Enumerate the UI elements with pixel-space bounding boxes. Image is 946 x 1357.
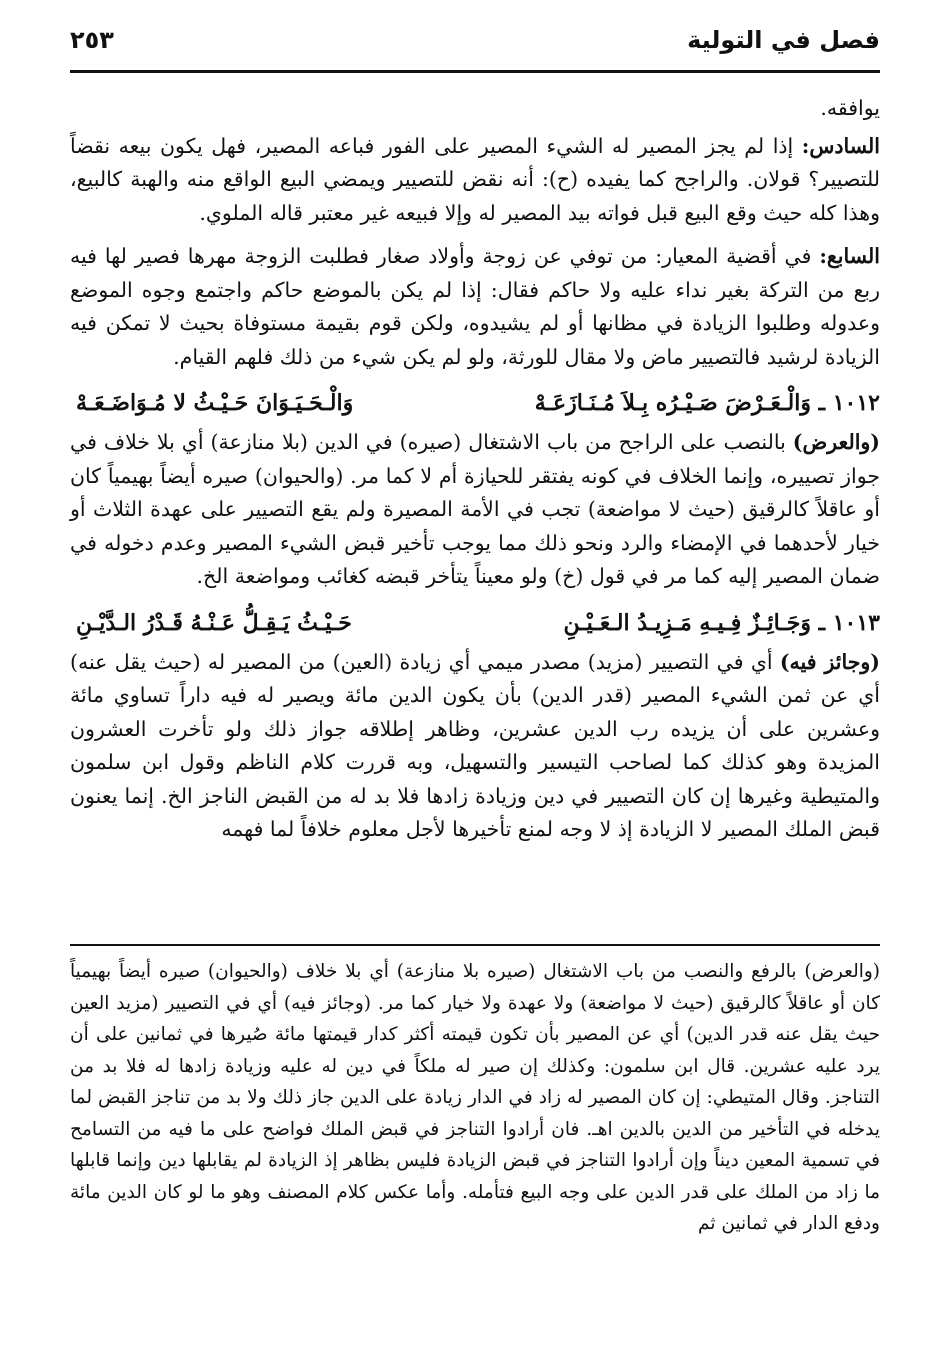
paragraph-lead: السابع: (819, 244, 880, 268)
paragraph-continuation: يوافقه. (820, 96, 880, 120)
paragraph-lead: (وجائز فيه) (779, 649, 880, 674)
verse-1012 (70, 384, 880, 422)
footnote-rule (70, 944, 880, 946)
paragraph-text: في أقضية المعيار: من توفي عن زوجة وأولاد صغار فطلبت الزوجة مهرها فصير لها فيه ربع من التركة بغير نداء عليه ولا حاكم فقال: إذا لم يكن بالموضع حاكم واجتمع وجوه الموضع وعدوله وطلبوا الزيادة في مظانها أو لم يشيدوه، ولكن قوم بقيمة مستوفاة بحيث لا تمكن فيه الزيادة لرشيد فالتصيير ماض ولا مقال للورثة، ولو لم يكن شيء من ذلك فلهم القيام. (70, 244, 880, 369)
paragraph-text: بالنصب على الراجح من باب الاشتغال (صيره) في الدين (بلا منازعة) أي بلا خلاف في جواز تصييره، وإنما الخلاف في كونه يفتقر للحيازة أم لا كما مر. (والحيوان) صيره أيضاً بهيمياً كان أو عاقلاً كالرقيق (حيث لا مواضعة) تجب في الأمة المصيرة ولم يقع التصيير على عهدة الثلاث أو خيار لأحدهما في الإمضاء والرد ونحو ذلك مما يوجب تأخير قبض الشيء المصير وعدم دخوله في ضمان المصير إليه كما مر في قول (خ) ولو معيناً يتأخر قبضه كغائب ومواضعة الخ. (70, 430, 880, 588)
main-text (70, 92, 880, 857)
paragraph-text: أي في التصيير (مزيد) مصدر ميمي أي زيادة (العين) من المصير له (حيث يقل عنه) أي عن ثمن الشيء المصير (قدر الدين) بأن يكون الدين مائة ويصير له فيه داراً تساوي مائة وعشرين على أن يزيده رب الدين عشرين، وظاهر إطلاقه جواز ذلك ولو تأخرت العشرون المزيدة وهو كذلك كما لصاحب التيسير والتسهيل، وبه قررت كلام الناظم وقول ابن سلمون والمتيطية وغيرها إن كان التصيير في دين وزيادة زادها فلا بد له من القبض الناجز الخ. إنما يعنون قبض الملك المصير لا الزيادة إذ لا وجه لمنع تأخيرها لأجل معلوم خلافاً لما فهمه (70, 649, 880, 841)
page-header (70, 26, 880, 66)
header-rule (70, 70, 880, 73)
verse-hemistich-first: ١٠١٣ ـ وَجَـائِـزٌ فِـيـهِ مَـزِيـدُ الـعَـيْـنِ (563, 609, 880, 636)
page-number: ٢٥٣ (70, 26, 114, 54)
footnote-text: (والعرض) بالرفع والنصب من باب الاشتغال (صيره بلا منازعة) أي بلا خلاف (والحيوان) صيره أيضاً بهيمياً كان أو عاقلاً كالرقيق (حيث لا مواضعة) ولا عهدة ولا خيار كما مر. (وجائز فيه) أي في التصيير (مزيد العين حيث يقل عنه قدر الدين) أي عن المصير بأن تكون قيمته أكثر كدار قيمتها مائة صُيرها في ثمانين على أن يرد عليه عشرين. قال ابن سلمون: وكذلك إن صير له ملكاً في دين له عليه وزيادة زادها له فلا بد من التناجز. وقال المتيطي: إن كان المصير له زاد في الدار زيادة على الدين جاز ذلك ولا بد من تناجز القبض لما يدخله في التأخير من الدين بالدين اهـ. فان أرادوا التناجز في قبض الملك فواضح على ما فيه من التسامح في تسمية المعين ديناً وإن أرادوا التناجز في قبض الزيادة فليس بظاهر إذ الزيادة لم يقابلها دين وإنما قابلها ما زاد من الملك على قدر الدين على وجه البيع فتأمله. وأما عكس كلام المصنف وهو ما لو كان الدين مائة ودفع الدار في ثمانين ثم (70, 961, 881, 1234)
paragraph-lead: (والعرض) (792, 430, 880, 454)
verse-hemistich-second: وَالْـحَـيَـوَانَ حَـيْـثُ لا مُـوَاضَـعَـهْ (76, 390, 354, 416)
paragraph-lead: السادس: (801, 133, 880, 158)
footnote-section (70, 956, 880, 1240)
chapter-title: فصل في التولية (687, 26, 880, 54)
commentary-1013 (70, 646, 880, 847)
paragraph-text: إذا لم يجز المصير له الشيء المصير على الفور فباعه المصير، فهل يكون بيعه نقضاً للتصيير؟ قولان. والراجح كما يفيده (ح): أنه نقض للتصيير ويمضي البيع الواقع منه والهبة كالبيع، وهذا كله حيث وقع البيع قبل فواته بيد المصير له وإلا فبيعه غير معتبر قاله الملوي. (70, 133, 880, 225)
paragraph-sixth (70, 130, 880, 231)
verse-hemistich-first: ١٠١٢ ـ وَالْـعَـرْضَ صَـيْـرُه بِـلاَ مُـنَـازَعَـهْ (534, 390, 880, 416)
commentary-1012 (70, 426, 880, 594)
verse-hemistich-second: حَـيْـثُ يَـقِـلُّ عَـنْـهُ قَـدْرُ الـدَّيْـنِ (76, 609, 352, 636)
verse-1013 (70, 604, 880, 642)
paragraph-seventh (70, 240, 880, 374)
